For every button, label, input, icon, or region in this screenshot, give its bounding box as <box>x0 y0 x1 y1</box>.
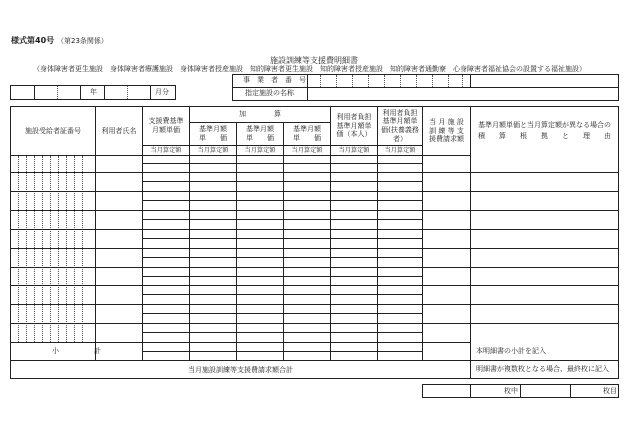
col-burden-duty-l1: 利用者負担 <box>382 108 418 117</box>
table-row <box>10 285 619 286</box>
table-row <box>142 238 422 239</box>
col-burden-self-l3: 価（本人） <box>336 130 372 139</box>
col-base-unit <box>143 108 189 144</box>
table-row <box>10 248 619 249</box>
table-row <box>142 181 422 182</box>
col-burden-self <box>331 107 377 145</box>
col-reason-l2: 積 算 根 拠 と 理 由 <box>478 132 611 140</box>
table-row <box>142 332 422 333</box>
col-burden-duty-l3: 価(扶養義務 <box>381 126 419 134</box>
col-claim-l1: 当 月 施 設 <box>429 117 464 126</box>
sheet-of-label: 枚中 <box>504 387 518 395</box>
form-title: 施設訓練等支援費明細書 <box>270 56 358 65</box>
table-row <box>10 323 619 324</box>
col-add-unit-3-l1: 基準月額 <box>293 125 321 134</box>
col-addition: 加 算 <box>239 110 281 119</box>
year-label: 年 <box>90 88 97 96</box>
col-add-unit-1-l2: 単 価 <box>199 134 227 142</box>
table-row <box>10 304 619 305</box>
sheet-no-label: 枚目 <box>603 387 617 395</box>
col-burden-self-l2: 基準月額単 <box>336 121 372 130</box>
subtotal-note: 本明細書の小計を記入 <box>476 347 546 355</box>
sheet-number-input[interactable] <box>571 385 602 397</box>
table-row <box>142 257 422 258</box>
year-input[interactable] <box>35 86 80 99</box>
sub-calc-5: 当月算定額 <box>338 146 370 154</box>
month-input[interactable] <box>105 86 150 99</box>
sub-calc-3: 当月算定額 <box>244 146 276 154</box>
sub-calc-2: 当月算定額 <box>197 146 229 154</box>
total-note: 明細書が複数枚となる場合、最終枚に記入 <box>476 365 609 373</box>
col-add-unit-1 <box>190 123 236 145</box>
form-number: 様式第40号 <box>11 36 55 45</box>
table-row <box>10 267 619 268</box>
table-row <box>142 219 422 220</box>
col-reason-l1: 基準月額単価と当月算定額が異なる場合の <box>478 121 611 130</box>
table-row <box>142 163 422 164</box>
table-row <box>142 200 422 201</box>
col-reason <box>471 107 618 155</box>
col-add-unit-2 <box>237 123 283 145</box>
table-row <box>10 210 619 211</box>
col-burden-duty-l4: 者） <box>393 134 407 143</box>
provider-number-input[interactable] <box>308 75 469 87</box>
col-add-unit-3 <box>284 123 330 145</box>
col-base-unit-line2: 月額単価 <box>152 126 180 134</box>
col-claim-l2: 訓 練 等 支 <box>429 126 464 135</box>
total-label: 当月施設訓練等支援費請求額合計 <box>188 365 293 374</box>
sub-calc-4: 当月算定額 <box>291 146 323 154</box>
sub-calc-1: 当月算定額 <box>150 146 182 154</box>
col-base-unit-line1: 支援費基準 <box>148 117 184 126</box>
col-add-unit-2-l2: 単 価 <box>246 134 274 142</box>
table-row <box>142 276 422 277</box>
col-burden-duty <box>378 107 422 145</box>
col-add-unit-2-l1: 基準月額 <box>246 125 274 134</box>
facility-name-label: 指定施設の名称 <box>245 89 294 97</box>
sub-calc-6: 当月算定額 <box>384 146 416 154</box>
sheet-total-input[interactable] <box>471 385 503 397</box>
table-row <box>142 313 422 314</box>
col-claim <box>423 107 470 155</box>
col-burden-self-l1: 利用者負担 <box>336 112 372 121</box>
table-row <box>10 191 619 192</box>
table-row <box>10 172 619 173</box>
facility-types: （身体障害者更生施設 身体障害者療護施設 身体障害者授産施設 知的障害者更生施設 知的障害者授産施設 知的障害者通勤寮 心身障害者福祉協会の設置する福祉施設） <box>33 65 586 73</box>
col-claim-l3: 援費請求額 <box>429 135 464 144</box>
table-row <box>142 294 422 295</box>
table-row <box>10 229 619 230</box>
month-label: 月分 <box>155 88 169 96</box>
col-burden-duty-l2: 基準月額単 <box>382 117 418 126</box>
col-add-unit-1-l1: 基準月額 <box>199 125 227 134</box>
subtotal-label: 小 計 <box>52 347 101 356</box>
col-recipient-no: 施設受給者証番号 <box>25 126 81 135</box>
col-add-unit-3-l2: 単 価 <box>293 134 321 142</box>
col-user-name: 利用者氏名 <box>101 126 137 135</box>
provider-number-label: 事 業 者 番 号 <box>243 76 306 84</box>
form-reference: （第23条関係） <box>57 37 108 45</box>
facility-name-input[interactable] <box>308 88 618 100</box>
